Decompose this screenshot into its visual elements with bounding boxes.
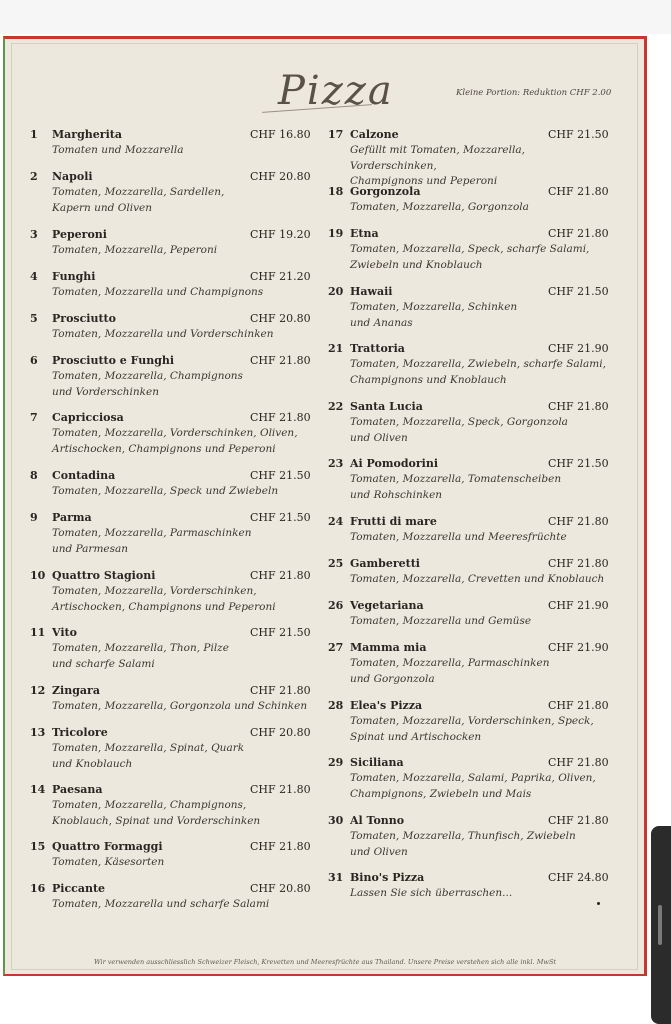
menu-item-price: CHF 21.80 [250,569,311,582]
menu-item-name: Parma [52,511,92,524]
menu-item-number: 5 [30,312,38,325]
menu-item-description: Tomaten, Mozzarella, Champignons und Vorderschinken [52,370,243,398]
menu-item-price: CHF 21.80 [548,814,609,827]
menu-item-price: CHF 21.90 [548,599,609,612]
menu-item-number: 21 [328,342,344,355]
menu-item-price: CHF 21.80 [548,515,609,528]
menu-item-number: 11 [30,626,46,639]
menu-item-description: Tomaten, Mozzarella, Thon, Pilze und scharfe Salami [52,642,229,670]
menu-item-number: 2 [30,170,38,183]
menu-item-name: Tricolore [52,726,108,739]
menu-item-description: Tomaten, Mozzarella und Vorderschinken [52,328,274,340]
menu-item-description: Tomaten, Mozzarella, Speck, Gorgonzola und Oliven [350,416,568,444]
menu-item-description: Tomaten, Mozzarella und Meeresfrüchte [350,531,567,543]
menu-item-number: 25 [328,557,344,570]
menu-item-price: CHF 20.80 [250,312,311,325]
menu-item-name: Etna [350,227,379,240]
menu-item-name: Capricciosa [52,411,124,424]
menu-item-description: Tomaten, Mozzarella, Gorgonzola und Schinken [52,700,308,712]
menu-item-number: 17 [328,128,344,141]
menu-item-price: CHF 21.80 [548,756,609,769]
menu-item-number: 9 [30,511,38,524]
menu-item-name: Paesana [52,783,103,796]
menu-item-number: 28 [328,699,344,712]
menu-item-number: 15 [30,840,46,853]
menu-item-price: CHF 21.80 [548,185,609,198]
menu-item-price: CHF 19.20 [250,228,311,241]
menu-item-number: 7 [30,411,38,424]
menu-item-description: Tomaten, Käsesorten [52,856,165,868]
menu-item-price: CHF 21.80 [250,684,311,697]
menu-item-description: Gefüllt mit Tomaten, Mozzarella, Vorderschinken, Champignons und Peperoni [350,144,525,187]
menu-item-name: Vegetariana [350,599,424,612]
menu-item-description: Tomaten, Mozzarella, Parmaschinken und Parmesan [52,527,252,555]
small-portion-note: Kleine Portion: Reduktion CHF 2.00 [456,88,612,98]
menu-item-name: Peperoni [52,228,107,241]
footer-note: Wir verwenden ausschliesslich Schweizer Fleisch, Krevetten und Meeresfrüchte aus Thailand. Unsere Preise verstehen sich alle inkl. MwSt [93,958,557,966]
menu-item-description: Tomaten, Mozzarella und scharfe Salami [52,898,270,910]
menu-item-price: CHF 21.50 [548,457,609,470]
menu-item-name: Funghi [52,270,96,283]
menu-item-description: Tomaten, Mozzarella, Thunfisch, Zwiebeln und Oliven [350,830,576,858]
menu-item-name: Piccante [52,882,106,895]
menu-item-number: 26 [328,599,344,612]
menu-item-name: Frutti di mare [350,515,437,528]
menu-item-description: Tomaten, Mozzarella, Sardellen, Kapern und Oliven [52,186,225,214]
menu-item-price: CHF 21.80 [548,699,609,712]
decorative-dot [597,902,600,905]
menu-item-name: Elea's Pizza [350,699,423,712]
menu-item-name: Gamberetti [350,557,420,570]
menu-item-name: Ai Pomodorini [350,457,439,470]
menu-item-number: 10 [30,569,46,582]
menu-item-description: Tomaten, Mozzarella, Vorderschinken, Artischocken, Champignons und Peperoni [52,585,276,613]
menu-item-price: CHF 20.80 [250,726,311,739]
menu-item-number: 6 [30,354,38,367]
menu-item-description: Tomaten, Mozzarella, Crevetten und Knoblauch [350,573,605,585]
menu-item-description: Tomaten, Mozzarella, Parmaschinken und Gorgonzola [350,657,550,685]
menu-item-price: CHF 21.80 [548,400,609,413]
menu-item-price: CHF 21.80 [250,783,311,796]
menu-item-description: Tomaten, Mozzarella, Zwiebeln, scharfe Salami, Champignons und Knoblauch [350,358,606,386]
menu-item-price: CHF 16.80 [250,128,311,141]
menu-item-name: Santa Lucia [350,400,423,413]
menu-item-price: CHF 21.80 [548,227,609,240]
menu-item-number: 27 [328,641,344,654]
menu-item-name: Contadina [52,469,116,482]
menu-item-price: CHF 24.80 [548,871,609,884]
menu-item-description: Tomaten und Mozzarella [52,144,184,156]
menu-item-price: CHF 21.20 [250,270,311,283]
menu-item-description: Lassen Sie sich überraschen... [350,887,513,899]
menu-item-name: Quattro Stagioni [52,569,156,582]
menu-item-price: CHF 21.80 [250,840,311,853]
menu-item-name: Mamma mia [350,641,427,654]
menu-item-description: Tomaten, Mozzarella und Gemüse [350,615,532,627]
menu-item-number: 4 [30,270,38,283]
menu-item-description: Tomaten, Mozzarella, Speck und Zwiebeln [52,485,279,497]
menu-item-name: Prosciutto [52,312,116,325]
menu-item-description: Tomaten, Mozzarella, Salami, Paprika, Oliven, Champignons, Zwiebeln und Mais [350,772,596,800]
menu-item-number: 3 [30,228,38,241]
grip-icon [658,905,662,945]
menu-item-number: 22 [328,400,344,413]
menu-item-number: 8 [30,469,38,482]
menu-item-name: Siciliana [350,756,404,769]
menu-item-name: Quattro Formaggi [52,840,163,853]
menu-item-price: CHF 20.80 [250,882,311,895]
menu-item-number: 1 [30,128,38,141]
menu-item-price: CHF 21.50 [250,511,311,524]
menu-item-number: 16 [30,882,46,895]
menu-item-description: Tomaten, Mozzarella, Spinat, Quark und Knoblauch [52,742,245,770]
menu-item-description: Tomaten, Mozzarella, Peperoni [52,244,218,256]
menu-item-name: Margherita [52,128,122,141]
menu-item-name: Al Tonno [350,814,405,827]
menu-item-price: CHF 21.50 [250,469,311,482]
menu-item-price: CHF 21.80 [250,411,311,424]
menu-item-name: Hawaii [350,285,393,298]
menu-item-number: 30 [328,814,344,827]
menu-item-number: 24 [328,515,344,528]
menu-item-number: 23 [328,457,344,470]
menu-item-price: CHF 21.50 [548,285,609,298]
menu-item-description: Tomaten, Mozzarella und Champignons [52,286,264,298]
menu-item-price: CHF 21.80 [250,354,311,367]
menu-item-description: Tomaten, Mozzarella, Vorderschinken, Oliven, Artischocken, Champignons und Peperoni [52,427,298,455]
menu-item-description: Tomaten, Mozzarella, Schinken und Ananas [350,301,518,329]
menu-item-name: Bino's Pizza [350,871,425,884]
top-background-strip [0,0,671,34]
menu-item-price: CHF 21.50 [250,626,311,639]
menu-item-description: Tomaten, Mozzarella, Tomatenscheiben und Rohschinken [350,473,562,501]
menu-item-number: 18 [328,185,344,198]
menu-item-name: Zingara [52,684,100,697]
menu-item-number: 19 [328,227,344,240]
menu-item-name: Gorgonzola [350,185,421,198]
menu-item-number: 14 [30,783,46,796]
menu-item-number: 29 [328,756,344,769]
menu-item-description: Tomaten, Mozzarella, Gorgonzola [350,201,529,213]
menu-item-price: CHF 21.50 [548,128,609,141]
menu-item-name: Napoli [52,170,93,183]
menu-item-name: Prosciutto e Funghi [52,354,175,367]
bottom-background [0,978,651,1024]
menu-item-price: CHF 21.80 [548,557,609,570]
menu-item-price: CHF 20.80 [250,170,311,183]
menu-item-number: 31 [328,871,344,884]
menu-item-description: Tomaten, Mozzarella, Vorderschinken, Speck, Spinat und Artischocken [350,715,594,743]
menu-item-number: 12 [30,684,46,697]
menu-item-number: 20 [328,285,344,298]
menu-item-name: Calzone [350,128,399,141]
menu-item-price: CHF 21.90 [548,641,609,654]
menu-item-price: CHF 21.90 [548,342,609,355]
menu-item-description: Tomaten, Mozzarella, Speck, scharfe Salami, Zwiebeln und Knoblauch [350,243,590,271]
menu-item-description: Tomaten, Mozzarella, Champignons, Knoblauch, Spinat und Vorderschinken [52,799,261,827]
menu-title: Pizza [278,68,394,114]
menu-item-number: 13 [30,726,46,739]
menu-item-name: Vito [52,626,77,639]
menu-item-name: Trattoria [350,342,405,355]
